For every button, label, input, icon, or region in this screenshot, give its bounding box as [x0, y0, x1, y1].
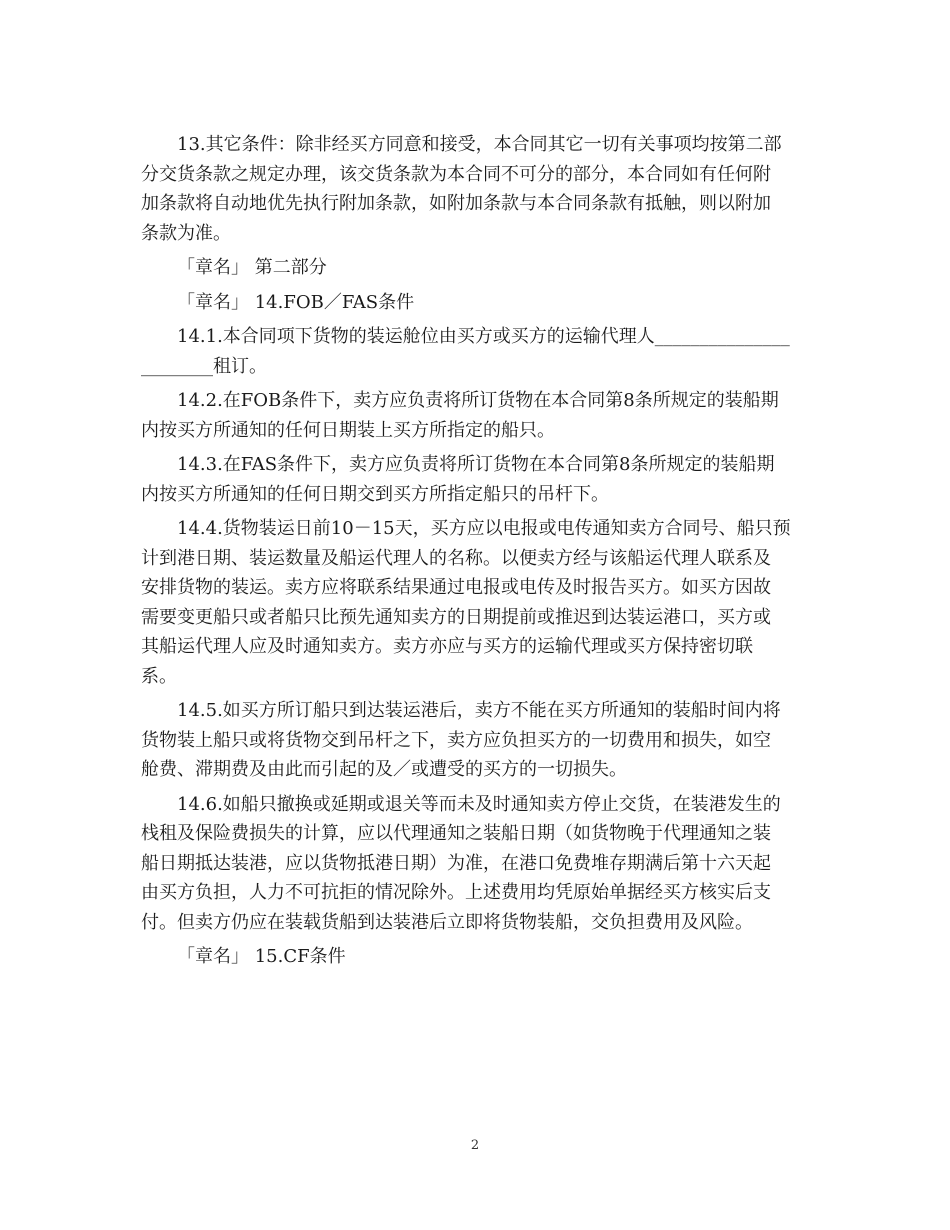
paragraph-line: 14.3.在FAS条件下，卖方应负责将所订货物在本合同第8条所规定的装船期 [177, 454, 775, 475]
page-number: 2 [470, 1138, 480, 1153]
paragraph-line: 栈租及保险费损失的计算，应以代理通知之装船日期（如货物晚于代理通知之装 [141, 823, 771, 844]
paragraph-line: 船日期抵达装港，应以货物抵港日期）为准，在港口免费堆存期满后第十六天起 [141, 852, 771, 874]
paragraph-line: 内按买方所通知的任何日期交到买方所指定船只的吊杆下。 [141, 483, 609, 505]
clause-paragraph [141, 386, 811, 445]
paragraph-line: 14.6.如船只撤换或延期或退关等而未及时通知卖方停止交货，在装港发生的 [177, 793, 781, 815]
paragraph-line: 14.1.本合同项下货物的装运舱位由买方或买方的运输代理人_______________ [177, 326, 790, 347]
clause-paragraph [141, 514, 811, 691]
clause-paragraph [141, 790, 811, 938]
clause-paragraph [141, 130, 811, 248]
paragraph-line: 条款为准。 [141, 222, 231, 244]
paragraph-line: 14.2.在FOB条件下，卖方应负责将所订货物在本合同第8条所规定的装船期 [177, 390, 779, 411]
paragraph-line: ________租订。 [141, 355, 267, 377]
paragraph-line: 货物装上船只或将货物交到吊杆之下，卖方应负担买方的一切费用和损失，如空 [141, 729, 771, 751]
paragraph-line: 安排货物的装运。卖方应将联系结果通过电报或电传及时报告买方。如买方因故 [141, 577, 771, 598]
clause-paragraph [141, 696, 811, 785]
paragraph-line: 系。 [141, 665, 177, 687]
paragraph-line: 13.其它条件：除非经买方同意和接受，本合同其它一切有关事项均按第二部 [177, 134, 782, 155]
document-body [141, 130, 811, 977]
paragraph-line: 由买方负担，人力不可抗拒的情况除外。上述费用均凭原始单据经买方核实后支 [141, 882, 771, 903]
paragraph-line: 其船运代理人应及时通知卖方。卖方亦应与买方的运输代理或买方保持密切联 [141, 636, 753, 657]
paragraph-line: 加条款将自动地优先执行附加条款，如附加条款与本合同条款有抵触，则以附加 [141, 193, 771, 214]
paragraph-line: 计到港日期、装运数量及船运代理人的名称。以便卖方经与该船运代理人联系及 [141, 547, 771, 569]
chapter-heading: 「章名」 15.CF条件 [177, 946, 346, 967]
clause-paragraph [141, 322, 811, 381]
chapter-heading: 「章名」 14.FOB／FAS条件 [177, 291, 415, 313]
chapter-heading: 「章名」 第二部分 [177, 257, 327, 278]
paragraph-line: 14.4.货物装运日前10－15天，买方应以电报或电传通知卖方合同号、船只预 [177, 518, 791, 539]
paragraph-line: 付。但卖方仍应在装载货船到达装港后立即将货物装船，交负担费用及风险。 [141, 911, 753, 933]
paragraph-line: 内按买方所通知的任何日期装上买方所指定的船只。 [141, 419, 555, 441]
clause-paragraph [141, 450, 811, 509]
paragraph-line: 分交货条款之规定办理，该交货条款为本合同不可分的部分，本合同如有任何附 [141, 163, 771, 185]
paragraph-line: 需要变更船只或者船只比预先通知卖方的日期提前或推迟到达装运港口，买方或 [141, 606, 771, 628]
paragraph-line: 14.5.如买方所订船只到达装运港后，卖方不能在买方所通知的装船时间内将 [177, 700, 781, 721]
paragraph-line: 舱费、滞期费及由此而引起的及／或遭受的买方的一切损失。 [141, 759, 627, 780]
